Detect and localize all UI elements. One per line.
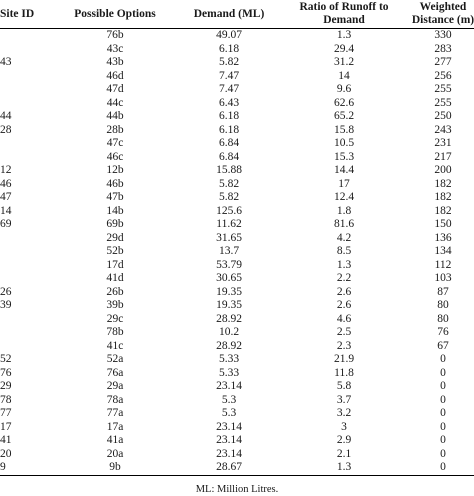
cell-weighted-distance: 0 [440,420,446,433]
cell-ratio: 62.6 [333,96,355,109]
cell-option: 47b [106,191,124,203]
cell-demand: 5.33 [218,353,240,365]
cell-site-id [0,326,56,340]
cell-weighted-distance: 0 [440,353,446,365]
cell-weighted-distance: 182 [434,191,452,203]
table-row [0,110,474,124]
cell-weighted-distance: 255 [434,83,452,95]
cell-demand: 125.6 [216,204,242,217]
cell-weighted-distance: 250 [434,110,452,122]
header-demand: Demand (ML) [174,0,284,29]
cell-demand: 6.18 [218,42,240,55]
cell-demand: 53.79 [216,258,242,271]
cell-option: 76a [106,366,124,379]
table-row [0,461,474,475]
cell-demand: 23.14 [216,420,242,433]
cell-demand: 6.84 [218,137,240,149]
header-ratio-line2: Demand [323,14,365,26]
cell-option: 47c [106,137,124,149]
cell-option: 41c [106,339,124,352]
cell-site-id: 43 [0,56,12,68]
table-row [0,178,474,192]
cell-weighted-distance: 182 [434,177,452,190]
table-row [0,259,474,273]
cell-ratio: 3 [341,420,347,433]
table-row [0,286,474,300]
cell-option: 46c [106,150,124,163]
cell-option: 14b [106,204,124,217]
cell-site-id: 26 [0,285,12,298]
cell-ratio: 5.8 [336,380,352,392]
table-row [0,313,474,327]
table-row [0,43,474,57]
cell-weighted-distance: 76 [437,326,449,338]
cell-weighted-distance: 134 [434,245,452,257]
table-row [0,124,474,138]
cell-demand: 6.43 [218,96,240,109]
cell-option: 78a [106,393,124,406]
cell-ratio: 2.1 [336,447,352,460]
cell-site-id: 52 [0,353,12,365]
cell-option: 17a [106,420,124,433]
cell-option: 43c [106,42,124,55]
cell-option: 39b [106,299,124,311]
cell-site-id: 17 [0,420,12,433]
cell-option: 29d [106,231,124,244]
cell-demand: 7.47 [218,69,240,82]
cell-demand: 23.14 [216,380,242,392]
cell-demand: 5.3 [221,407,237,419]
cell-demand: 7.47 [218,83,240,95]
cell-option: 52b [106,245,124,257]
cell-site-id: 44 [0,110,12,122]
table-row [0,164,474,178]
cell-demand: 28.92 [216,339,242,352]
table-row [0,340,474,354]
cell-weighted-distance: 0 [440,393,446,406]
cell-weighted-distance: 0 [440,366,446,379]
cell-ratio: 2.9 [336,434,352,446]
table-row [0,272,474,286]
cell-weighted-distance: 103 [434,272,452,284]
cell-option: 76b [106,29,124,41]
cell-option: 29c [106,312,124,325]
table-row [0,434,474,448]
cell-ratio: 15.8 [333,123,355,136]
cell-site-id [0,70,56,84]
cell-weighted-distance: 67 [437,339,449,352]
header-ratio [284,0,404,29]
cell-demand: 5.33 [218,366,240,379]
cell-ratio: 1.8 [336,204,352,217]
cell-ratio: 1.3 [336,258,352,271]
cell-weighted-distance: 243 [434,123,452,136]
cell-site-id [0,29,56,43]
cell-demand: 30.65 [216,272,242,284]
cell-demand: 5.3 [221,393,237,406]
cell-weighted-distance: 112 [434,258,452,271]
cell-site-id [0,313,56,327]
cell-demand: 5.82 [218,191,240,203]
cell-weighted-distance: 0 [404,461,474,475]
cell-weighted-distance: 0 [440,380,446,392]
cell-option: 28b [106,123,124,136]
cell-ratio: 3.7 [336,393,352,406]
cell-option: 44b [106,110,124,122]
cell-ratio: 65.2 [333,110,355,122]
cell-weighted-distance: 255 [434,96,452,109]
cell-weighted-distance: 80 [437,299,449,311]
cell-demand: 13.7 [218,245,240,257]
header-site-id: Site ID [0,0,56,29]
cell-demand: 5.82 [218,56,240,68]
cell-ratio: 2.5 [336,326,352,338]
cell-weighted-distance: 256 [434,69,452,82]
cell-option: 20a [106,447,124,460]
cell-option: 9b [56,461,174,475]
cell-ratio: 4.2 [336,231,352,244]
cell-demand: 19.35 [216,285,242,298]
header-possible-options: Possible Options [56,0,174,29]
table-row [0,83,474,97]
cell-demand: 11.62 [216,218,242,230]
cell-site-id: 20 [0,447,12,460]
cell-site-id [0,272,56,286]
cell-site-id [0,83,56,97]
cell-site-id: 46 [0,177,12,190]
table-footnote: ML: Million Litres. [195,484,279,495]
cell-option: 41d [106,272,124,284]
cell-option: 77a [106,407,124,419]
cell-option: 69b [106,218,124,230]
cell-demand: 15.88 [216,164,242,176]
cell-site-id: 29 [0,380,12,392]
cell-ratio: 14.4 [333,164,355,176]
cell-site-id [0,137,56,151]
table-row [0,407,474,421]
cell-demand: 10.2 [218,326,240,338]
cell-site-id: 77 [0,407,12,419]
header-weighted-distance [404,0,474,29]
cell-option: 78b [106,326,124,338]
table-row [0,151,474,165]
table-row [0,218,474,232]
table-row [0,56,474,70]
cell-option: 41a [106,434,124,446]
table-row [0,70,474,84]
cell-site-id: 12 [0,164,12,176]
cell-demand: 6.84 [218,150,240,163]
cell-weighted-distance: 136 [434,231,452,244]
cell-weighted-distance: 150 [434,218,452,230]
cell-option: 17d [106,258,124,271]
cell-site-id: 9 [0,461,56,475]
cell-demand: 28.92 [216,312,242,325]
cell-ratio: 17 [338,177,350,190]
table-row [0,97,474,111]
cell-weighted-distance: 217 [434,150,452,163]
table-row [0,367,474,381]
cell-site-id [0,245,56,259]
cell-ratio: 8.5 [336,245,352,257]
cell-site-id: 28 [0,123,12,136]
table-row [0,299,474,313]
cell-demand: 49.07 [216,29,242,41]
cell-option: 29a [106,380,124,392]
cell-weighted-distance: 87 [437,285,449,298]
cell-ratio: 21.9 [333,353,355,365]
cell-weighted-distance: 231 [434,137,452,149]
cell-demand: 6.18 [218,110,240,122]
cell-site-id [0,151,56,165]
cell-ratio: 1.3 [284,461,404,475]
cell-site-id: 69 [0,218,12,230]
header-weighted-line2: Distance (m) [411,14,474,26]
table-row [0,326,474,340]
cell-site-id: 47 [0,191,12,203]
cell-option: 52a [106,353,124,365]
table-row [0,137,474,151]
cell-option: 46b [106,177,124,190]
cell-weighted-distance: 283 [434,42,452,55]
cell-demand: 19.35 [216,299,242,311]
table-row [0,353,474,367]
cell-site-id [0,232,56,246]
table-header-row [0,0,474,29]
cell-ratio: 11.8 [334,366,354,379]
cell-weighted-distance: 0 [440,447,446,460]
cell-site-id: 14 [0,204,12,217]
cell-demand: 5.82 [218,177,240,190]
cell-ratio: 14 [338,69,350,82]
table-row [0,29,474,43]
cell-demand: 23.14 [216,434,242,446]
cell-ratio: 2.6 [336,285,352,298]
table-row [0,205,474,219]
cell-site-id [0,340,56,354]
cell-site-id: 78 [0,393,12,406]
cell-ratio: 12.4 [333,191,355,203]
cell-weighted-distance: 200 [434,164,452,176]
header-weighted-line1: Weighted [419,1,467,13]
cell-ratio: 9.6 [336,83,352,95]
cell-site-id [0,97,56,111]
cell-ratio: 29.4 [333,42,355,55]
table-row [0,394,474,408]
cell-ratio: 31.2 [333,56,355,68]
cell-ratio: 15.3 [333,150,355,163]
cell-ratio: 1.3 [336,29,352,41]
table-row [0,232,474,246]
cell-weighted-distance: 277 [434,56,452,68]
table-body [0,29,474,476]
cell-ratio: 81.6 [333,218,355,230]
cell-site-id [0,259,56,273]
cell-ratio: 3.2 [336,407,352,419]
cell-ratio: 4.6 [336,312,352,325]
cell-option: 26b [106,285,124,298]
cell-weighted-distance: 0 [440,407,446,419]
cell-option: 47d [106,83,124,95]
cell-demand: 6.18 [218,123,240,136]
cell-weighted-distance: 182 [434,204,452,217]
cell-site-id: 39 [0,299,12,311]
cell-ratio: 2.3 [336,339,352,352]
cell-option: 44c [106,96,124,109]
cell-option: 46d [106,69,124,82]
cell-site-id [0,43,56,57]
table-row [0,421,474,435]
cell-weighted-distance: 80 [437,312,449,325]
cell-ratio: 2.6 [336,299,352,311]
header-ratio-line1: Ratio of Runoff to [299,1,389,13]
cell-demand: 28.67 [174,461,284,475]
cell-site-id: 41 [0,434,12,446]
cell-site-id: 76 [0,366,12,379]
cell-demand: 31.65 [216,231,242,244]
cell-demand: 23.14 [216,447,242,460]
table-row [0,448,474,462]
cell-weighted-distance: 0 [440,434,446,446]
table-row [0,191,474,205]
cell-option: 43b [106,56,124,68]
table-row [0,245,474,259]
table-row [0,380,474,394]
cell-option: 12b [106,164,124,176]
cell-ratio: 2.2 [336,272,352,284]
cell-weighted-distance: 330 [434,29,452,41]
cell-ratio: 10.5 [333,137,355,149]
